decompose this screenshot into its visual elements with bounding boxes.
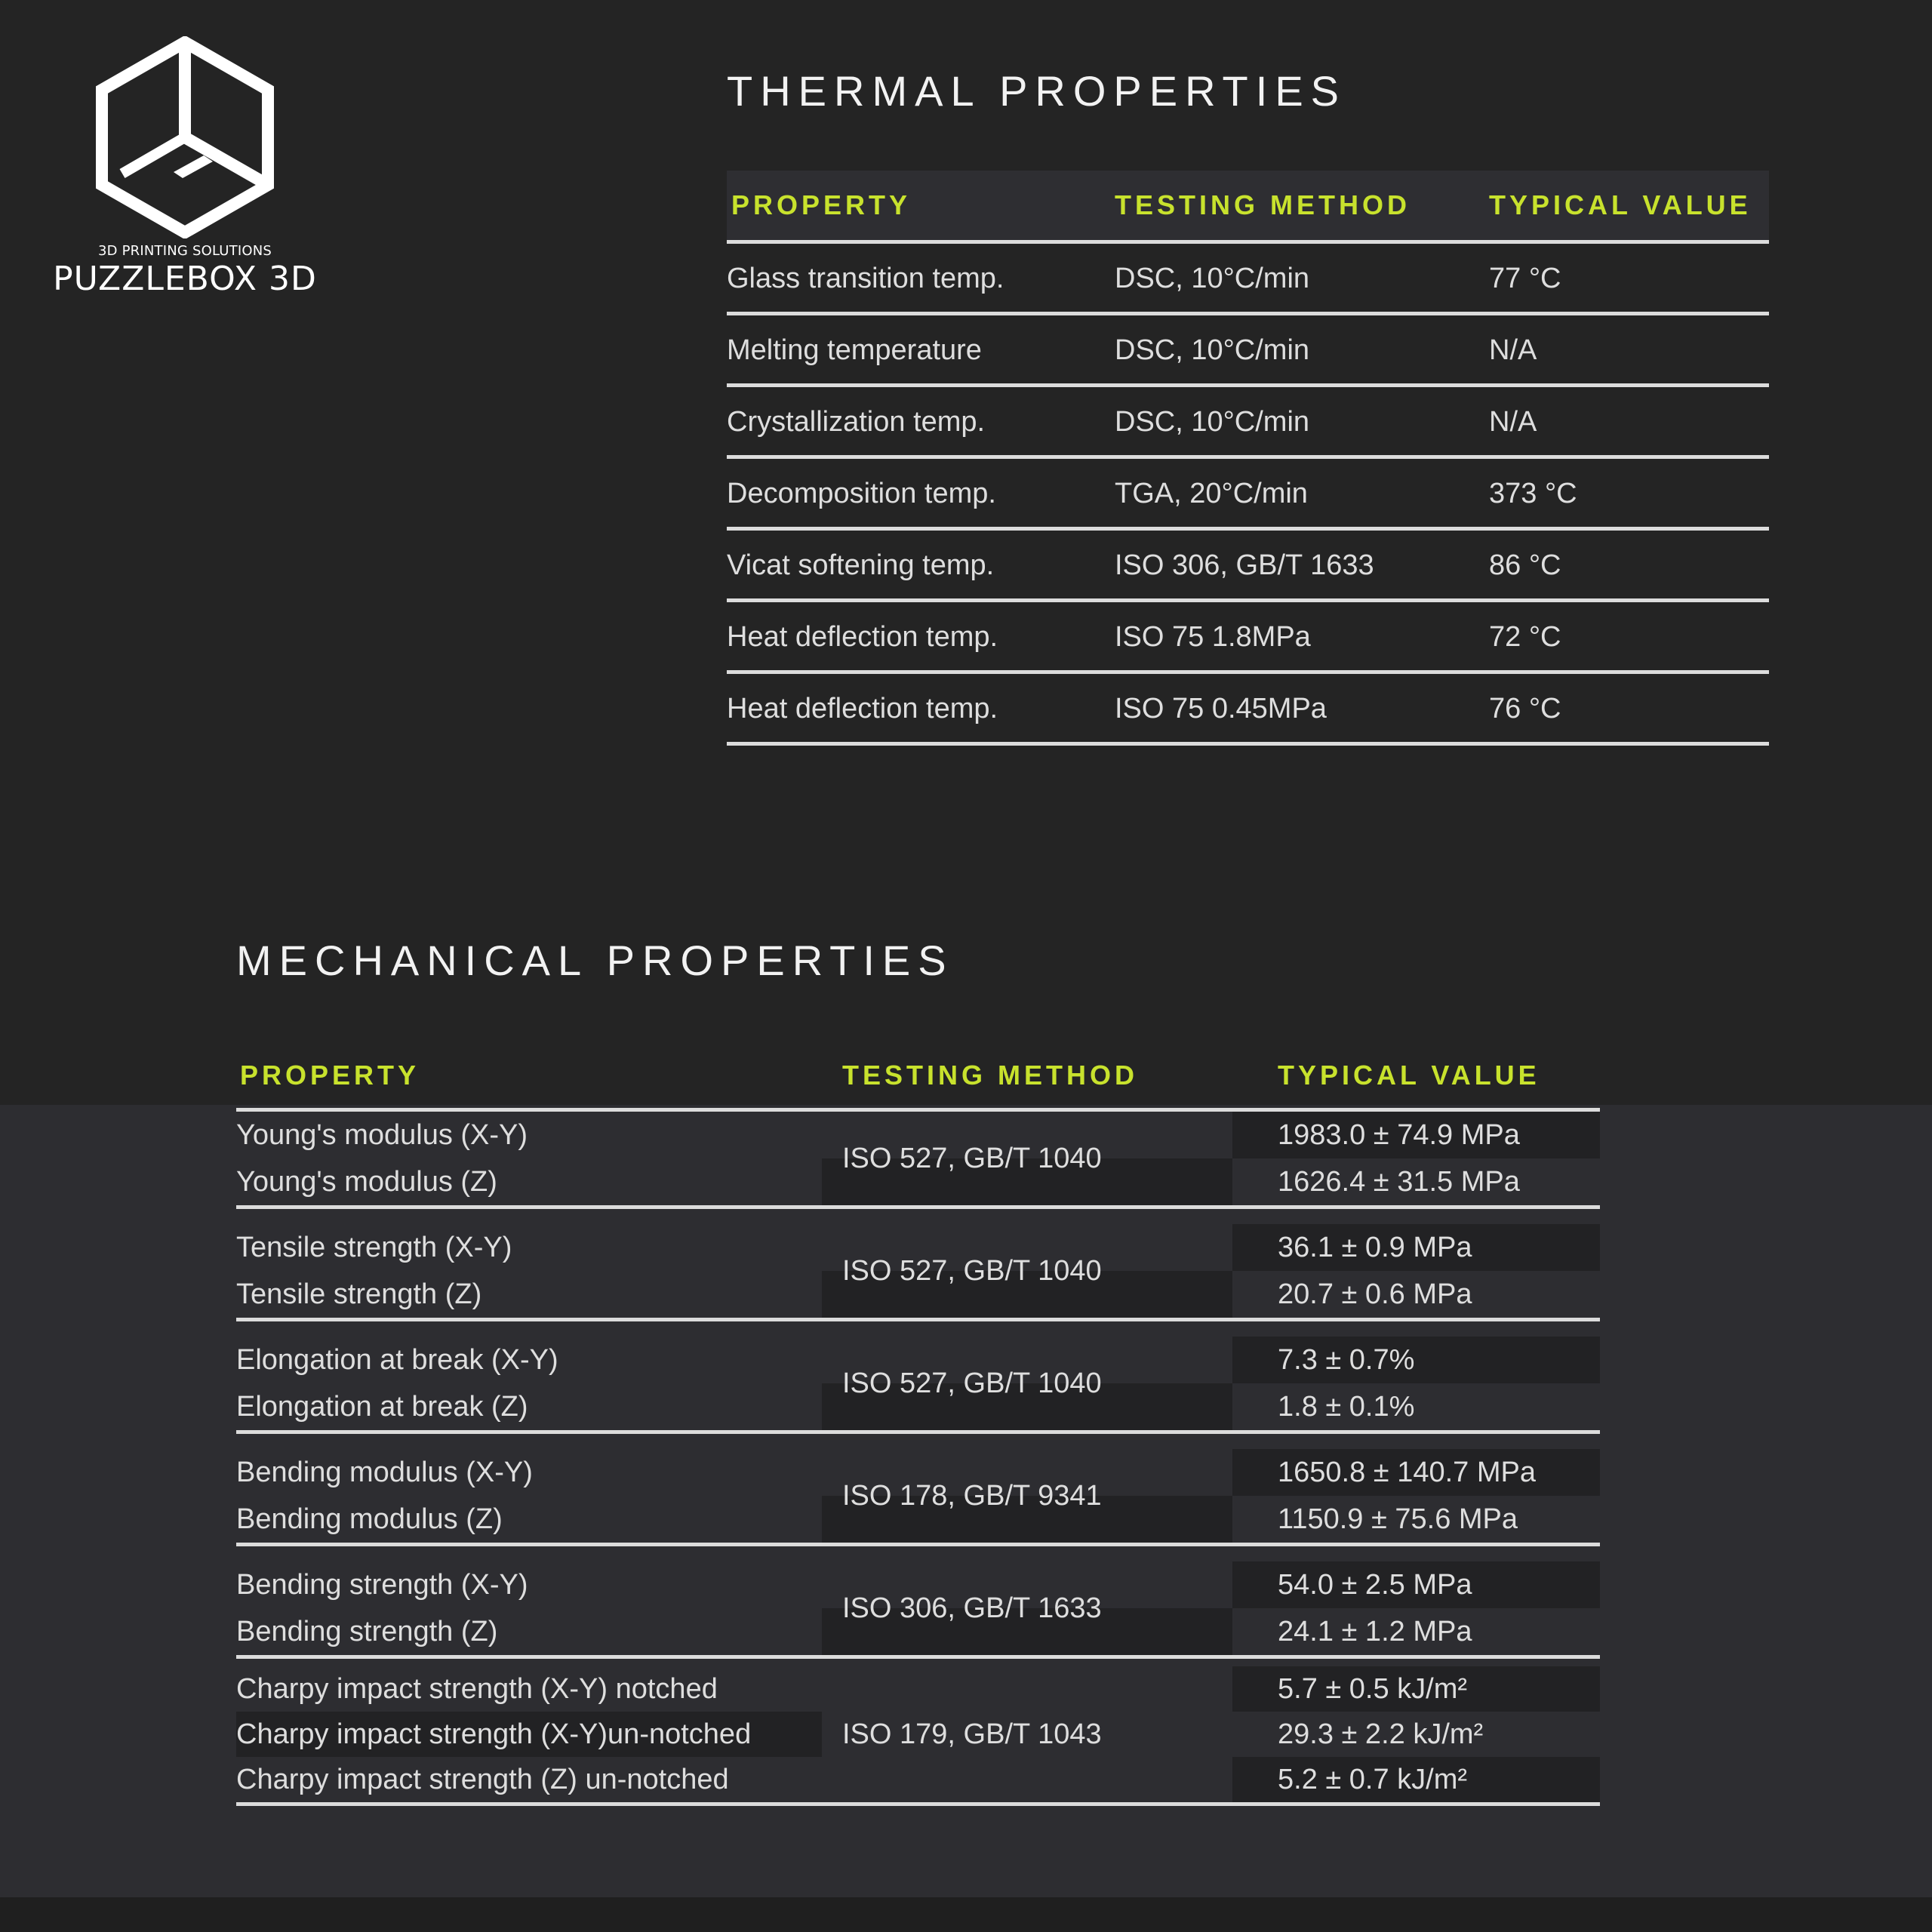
- table-row-group: [236, 1209, 1600, 1321]
- thermal-property-cell: Melting temperature: [727, 334, 982, 366]
- mechanical-value-cell: 1.8 ± 0.1%: [1278, 1391, 1415, 1423]
- mechanical-value-cell: 20.7 ± 0.6 MPa: [1278, 1278, 1472, 1310]
- thermal-property-cell: Heat deflection temp.: [727, 621, 998, 653]
- mechanical-property-cell: Young's modulus (Z): [236, 1166, 497, 1198]
- mechanical-value-cell: 1983.0 ± 74.9 MPa: [1278, 1119, 1520, 1151]
- mechanical-section-title: MECHANICAL PROPERTIES: [236, 937, 954, 984]
- mechanical-property-cell: Tensile strength (Z): [236, 1278, 482, 1310]
- thermal-value-cell: 76 °C: [1489, 693, 1561, 724]
- mechanical-property-cell: Young's modulus (X-Y): [236, 1119, 528, 1151]
- cube-logo-icon: [92, 36, 278, 238]
- table-row: [727, 315, 1769, 387]
- bottom-strip: [0, 1897, 1932, 1932]
- table-row-group: [236, 1434, 1600, 1546]
- mechanical-value-cell: 5.7 ± 0.5 kJ/m²: [1278, 1673, 1468, 1705]
- table-row: [727, 387, 1769, 459]
- mechanical-value-cell: 29.3 ± 2.2 kJ/m²: [1278, 1718, 1484, 1750]
- mechanical-property-cell: Bending modulus (X-Y): [236, 1457, 533, 1488]
- table-row-group: [236, 1546, 1600, 1659]
- mechanical-property-cell: Bending modulus (Z): [236, 1503, 503, 1535]
- table-row-group: [236, 1321, 1600, 1434]
- thermal-header-method: TESTING METHOD: [1115, 189, 1411, 220]
- thermal-table-header: [727, 171, 1769, 244]
- mechanical-table-header: [236, 1051, 1600, 1100]
- mechanical-value-cell: 36.1 ± 0.9 MPa: [1278, 1232, 1472, 1263]
- mechanical-value-cell: 1650.8 ± 140.7 MPa: [1278, 1457, 1536, 1488]
- thermal-section-title: THERMAL PROPERTIES: [727, 67, 1347, 115]
- brand-logo: [53, 36, 317, 298]
- thermal-properties-table: [727, 171, 1769, 746]
- mechanical-property-cell: Bending strength (X-Y): [236, 1569, 528, 1601]
- thermal-property-cell: Glass transition temp.: [727, 263, 1004, 294]
- thermal-method-cell: DSC, 10°C/min: [1115, 263, 1310, 294]
- thermal-value-cell: 86 °C: [1489, 549, 1561, 581]
- mechanical-value-cell: 54.0 ± 2.5 MPa: [1278, 1569, 1472, 1601]
- table-row: [727, 602, 1769, 674]
- thermal-property-cell: Vicat softening temp.: [727, 549, 995, 581]
- table-row-group: [236, 1659, 1600, 1806]
- mechanical-value-cell: 1150.9 ± 75.6 MPa: [1278, 1503, 1518, 1535]
- mechanical-header-method: TESTING METHOD: [842, 1060, 1138, 1091]
- table-row-group: [236, 1112, 1600, 1209]
- thermal-method-cell: DSC, 10°C/min: [1115, 334, 1310, 366]
- mechanical-value-cell: 5.2 ± 0.7 kJ/m²: [1278, 1764, 1468, 1795]
- thermal-value-cell: 72 °C: [1489, 621, 1561, 653]
- brand-tagline: 3D PRINTING SOLUTIONS: [97, 243, 272, 259]
- mechanical-property-cell: Tensile strength (X-Y): [236, 1232, 512, 1263]
- thermal-property-cell: Heat deflection temp.: [727, 693, 998, 724]
- mechanical-method-cell: ISO 527, GB/T 1040: [842, 1367, 1102, 1399]
- mechanical-header-value: TYPICAL VALUE: [1278, 1060, 1540, 1091]
- thermal-value-cell: N/A: [1489, 334, 1537, 366]
- thermal-method-cell: TGA, 20°C/min: [1115, 478, 1308, 509]
- mechanical-property-cell: Charpy impact strength (Z) un-notched: [236, 1764, 729, 1795]
- thermal-value-cell: 77 °C: [1489, 263, 1561, 294]
- thermal-method-cell: ISO 75 1.8MPa: [1115, 621, 1311, 653]
- thermal-method-cell: ISO 306, GB/T 1633: [1115, 549, 1374, 581]
- mechanical-value-cell: 24.1 ± 1.2 MPa: [1278, 1616, 1472, 1647]
- mechanical-method-cell: ISO 178, GB/T 9341: [842, 1480, 1102, 1512]
- thermal-method-cell: DSC, 10°C/min: [1115, 406, 1310, 438]
- mechanical-properties-table: [236, 1112, 1600, 1806]
- thermal-property-cell: Crystallization temp.: [727, 406, 986, 438]
- brand-name: PUZZLEBOX 3D: [53, 260, 317, 298]
- mechanical-property-cell: Charpy impact strength (X-Y)un-notched: [236, 1718, 752, 1750]
- table-row: [727, 531, 1769, 602]
- mechanical-value-cell: 1626.4 ± 31.5 MPa: [1278, 1166, 1520, 1198]
- mechanical-property-cell: Bending strength (Z): [236, 1616, 498, 1647]
- mechanical-method-cell: ISO 179, GB/T 1043: [842, 1718, 1102, 1750]
- thermal-property-cell: Decomposition temp.: [727, 478, 996, 509]
- thermal-header-property: PROPERTY: [731, 189, 912, 220]
- table-row: [727, 459, 1769, 531]
- mechanical-property-cell: Elongation at break (Z): [236, 1391, 528, 1423]
- table-row: [727, 674, 1769, 746]
- mechanical-method-cell: ISO 527, GB/T 1040: [842, 1143, 1102, 1174]
- mechanical-method-cell: ISO 306, GB/T 1633: [842, 1592, 1102, 1624]
- thermal-value-cell: N/A: [1489, 406, 1537, 438]
- mechanical-property-cell: Elongation at break (X-Y): [236, 1344, 558, 1376]
- mechanical-value-cell: 7.3 ± 0.7%: [1278, 1344, 1415, 1376]
- thermal-value-cell: 373 °C: [1489, 478, 1577, 509]
- thermal-method-cell: ISO 75 0.45MPa: [1115, 693, 1327, 724]
- thermal-header-value: TYPICAL VALUE: [1489, 189, 1752, 220]
- table-row: [727, 244, 1769, 315]
- mechanical-property-cell: Charpy impact strength (X-Y) notched: [236, 1673, 718, 1705]
- mechanical-method-cell: ISO 527, GB/T 1040: [842, 1255, 1102, 1287]
- mechanical-header-property: PROPERTY: [240, 1060, 420, 1091]
